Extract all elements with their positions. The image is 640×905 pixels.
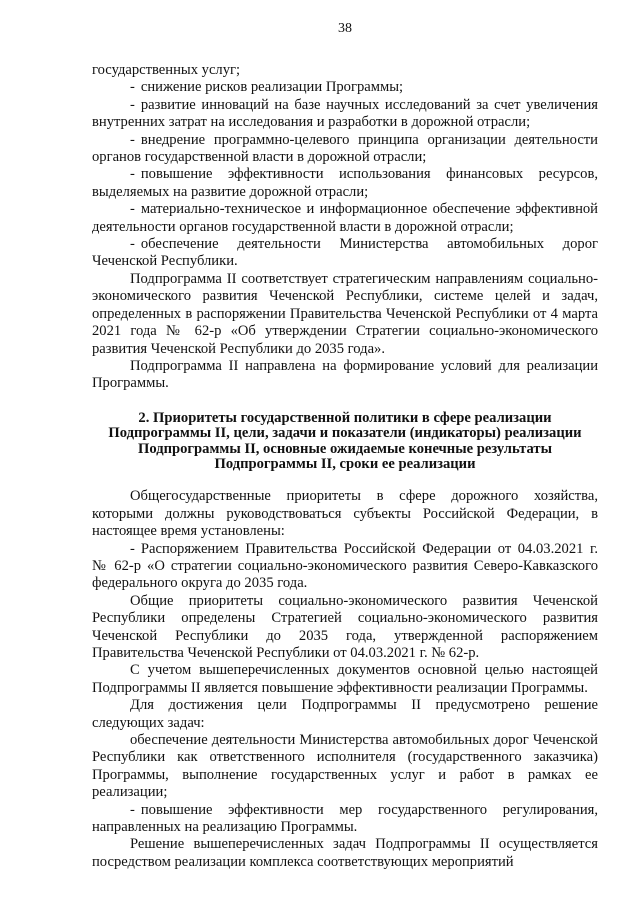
heading-line: Подпрограммы II, сроки ее реализации [214,455,476,472]
dash-marker: - [130,236,135,253]
list-item-text: материально-техническое и информационное обеспечение эффективной деятельности органов государственной власти в дорожной отрасли; [92,201,598,235]
list-item-text: обеспечение деятельности Министерства автомобильных дорог Чеченской Республики. [92,236,598,270]
page-number: 38 [338,21,352,36]
paragraph: Подпрограмма II соответствует стратегическим направлениям социально-экономического развития Чеченской Республики, системе целей и задач, определенных в распоряжении Правительства Чеченской Республики от 4 марта 2021 года № 62-р «Об утверждении Стратегии социально-экономического развития Чеченской Республики до 2035 года». [92,270,598,357]
list-item [92,166,598,201]
section-heading [92,411,598,473]
section-intro-list [92,62,598,393]
document-body [92,62,598,871]
list-item [92,201,598,236]
paragraph: Общие приоритеты социально-экономического развития Чеченской Республики определены Стратегией социально-экономического развития Чеченской Республики до 2035 года, утвержденной распоряжением Правительства Чеченской Республики от 04.03.2021 г. № 62-р. [92,592,598,661]
dash-marker: - [130,166,135,183]
paragraph: государственных услуг; [92,62,241,78]
list-item-text: снижение рисков реализации Программы; [140,79,404,96]
paragraph: Решение вышеперечисленных задач Подпрограммы II осуществляется посредством реализации комплекса соответствующих мероприятий [92,836,598,870]
list-item-text: повышение эффективности использования финансовых ресурсов, выделяемых на развитие дорожной отрасли; [92,166,598,200]
list-item [92,236,598,271]
heading-line: Подпрограммы II, цели, задачи и показатели (индикаторы) реализации [108,425,582,442]
paragraph: обеспечение деятельности Министерства автомобильных дорог Чеченской Республики как ответственного исполнителя (государственного заказчика) Программы, выполнение государственных услуг и работ в рамках ее реализации; [92,732,598,801]
dash-marker: - [130,540,135,557]
dash-marker: - [130,801,135,818]
dash-marker: - [130,96,135,113]
list-item-text: внедрение программно-целевого принципа организации деятельности органов государственной власти в дорожной отрасли; [92,131,598,166]
heading-line: Подпрограммы II, основные ожидаемые конечные результаты [138,440,552,457]
paragraph: С учетом вышеперечисленных документов основной целью настоящей Подпрограммы II является повышение эффективности реализации Программы. [92,662,598,696]
dash-marker: - [130,131,135,148]
dash-marker: - [130,79,135,96]
paragraph: Подпрограмма II направлена на формирование условий для реализации Программы. [92,357,598,392]
list-item [92,132,598,167]
list-item [92,79,598,96]
dash-marker: - [130,201,135,218]
section-body [92,488,598,871]
list-item [92,541,598,593]
list-item [92,802,598,837]
list-item-text: Распоряжением Правительства Российской Федерации от 04.03.2021 г. № 62-р «О стратегии социально-экономического развития Северо-Кавказского федерального округа до 2035 года. [92,540,598,592]
paragraph: Общегосударственные приоритеты в сфере дорожного хозяйства, которыми должны руководствоваться субъекты Российской Федерации, в настоящее время установлены: [92,488,598,540]
paragraph: Для достижения цели Подпрограммы II предусмотрено решение следующих задач: [92,697,598,731]
list-item-text: развитие инноваций на базе научных исследований за счет увеличения внутренних затрат на исследования и разработки в дорожной отрасли; [92,96,598,131]
list-item [92,97,598,132]
list-item-text: повышение эффективности мер государственного регулирования, направленных на реализацию Программы. [92,801,598,836]
heading-line: 2. Приоритеты государственной политики в сфере реализации [138,409,552,426]
